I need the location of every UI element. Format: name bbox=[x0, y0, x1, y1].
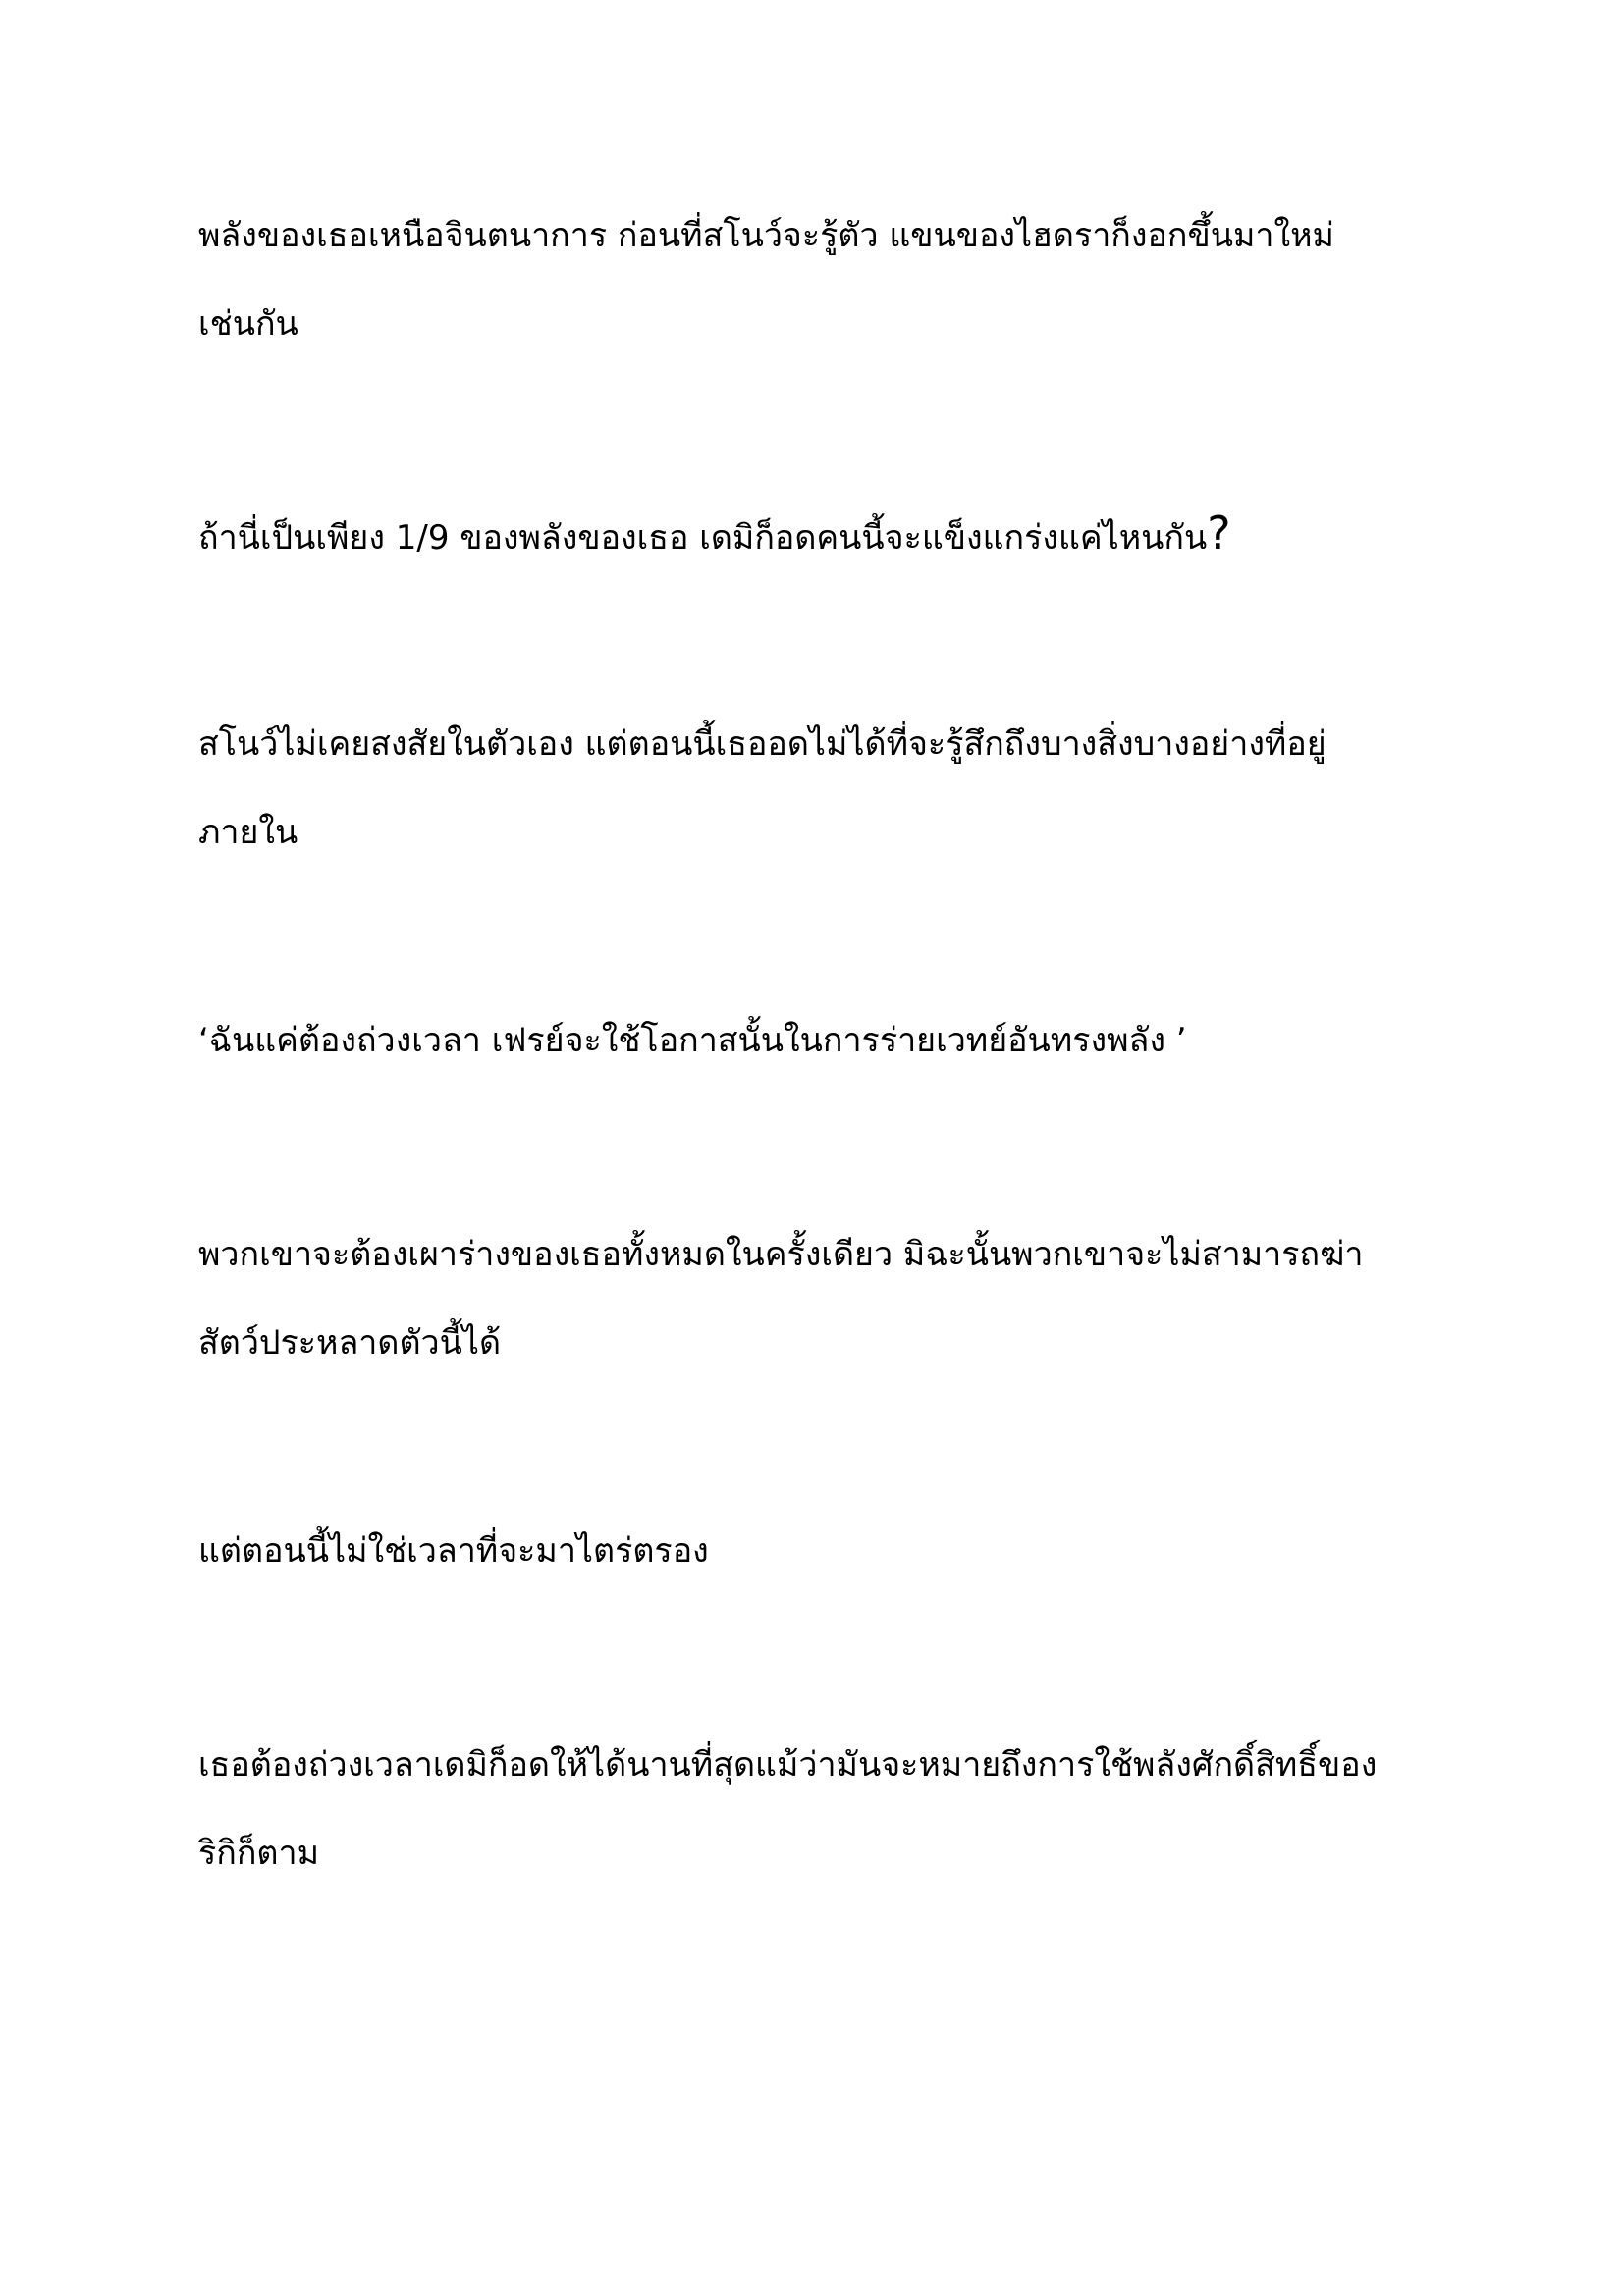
paragraph-7-line-2: ริกิก็ตาม bbox=[198, 1834, 320, 1873]
question-mark: ? bbox=[1207, 507, 1231, 560]
paragraph-3-line-2: ภายใน bbox=[198, 813, 298, 852]
paragraph-7-line-1: เธอต้องถ่วงเวลาเดมิก็อดให้ได้นานที่สุดแม้ว่ามันจะหมายถึงการใช้พลังศักดิ์สิทธิ์ของ bbox=[198, 1745, 1378, 1785]
paragraph-1-line-1: พลังของเธอเหนือจินตนาการ ก่อนที่สโนว์จะรู้ตัว แขนของไฮดราก็งอกขึ้นมาใหม่ bbox=[198, 216, 1334, 255]
paragraph-1-line-2: เช่นกัน bbox=[198, 304, 298, 344]
paragraph-6-line-1: แต่ตอนนี้ไม่ใช่เวลาที่จะมาไตร่ตรอง bbox=[198, 1531, 709, 1571]
paragraph-3-line-1: สโนว์ไม่เคยสงสัยในตัวเอง แต่ตอนนี้เธออดไม่ได้ที่จะรู้สึกถึงบางสิ่งบางอย่างที่อยู่ bbox=[198, 724, 1326, 764]
paragraph-5-line-1: พวกเขาจะต้องเผาร่างของเธอทั้งหมดในครั้งเดียว มิฉะนั้นพวกเขาจะไม่สามารถฆ่า bbox=[198, 1235, 1364, 1274]
paragraph-4-line-1: ‘ฉันแค่ต้องถ่วงเวลา เฟรย์จะใช้โอกาสนั้นในการร่ายเวทย์อันทรงพลัง ’ bbox=[198, 1021, 1187, 1060]
paragraph-5-line-2: สัตว์ประหลาดตัวนี้ได้ bbox=[198, 1323, 502, 1362]
paragraph-2-text: ถ้านี่เป็นเพียง 1/9 ของพลังของเธอ เดมิก็อดคนนี้จะแข็งแกร่งแค่ไหนกัน bbox=[198, 518, 1208, 558]
paragraph-2-line-1 bbox=[198, 494, 1475, 577]
